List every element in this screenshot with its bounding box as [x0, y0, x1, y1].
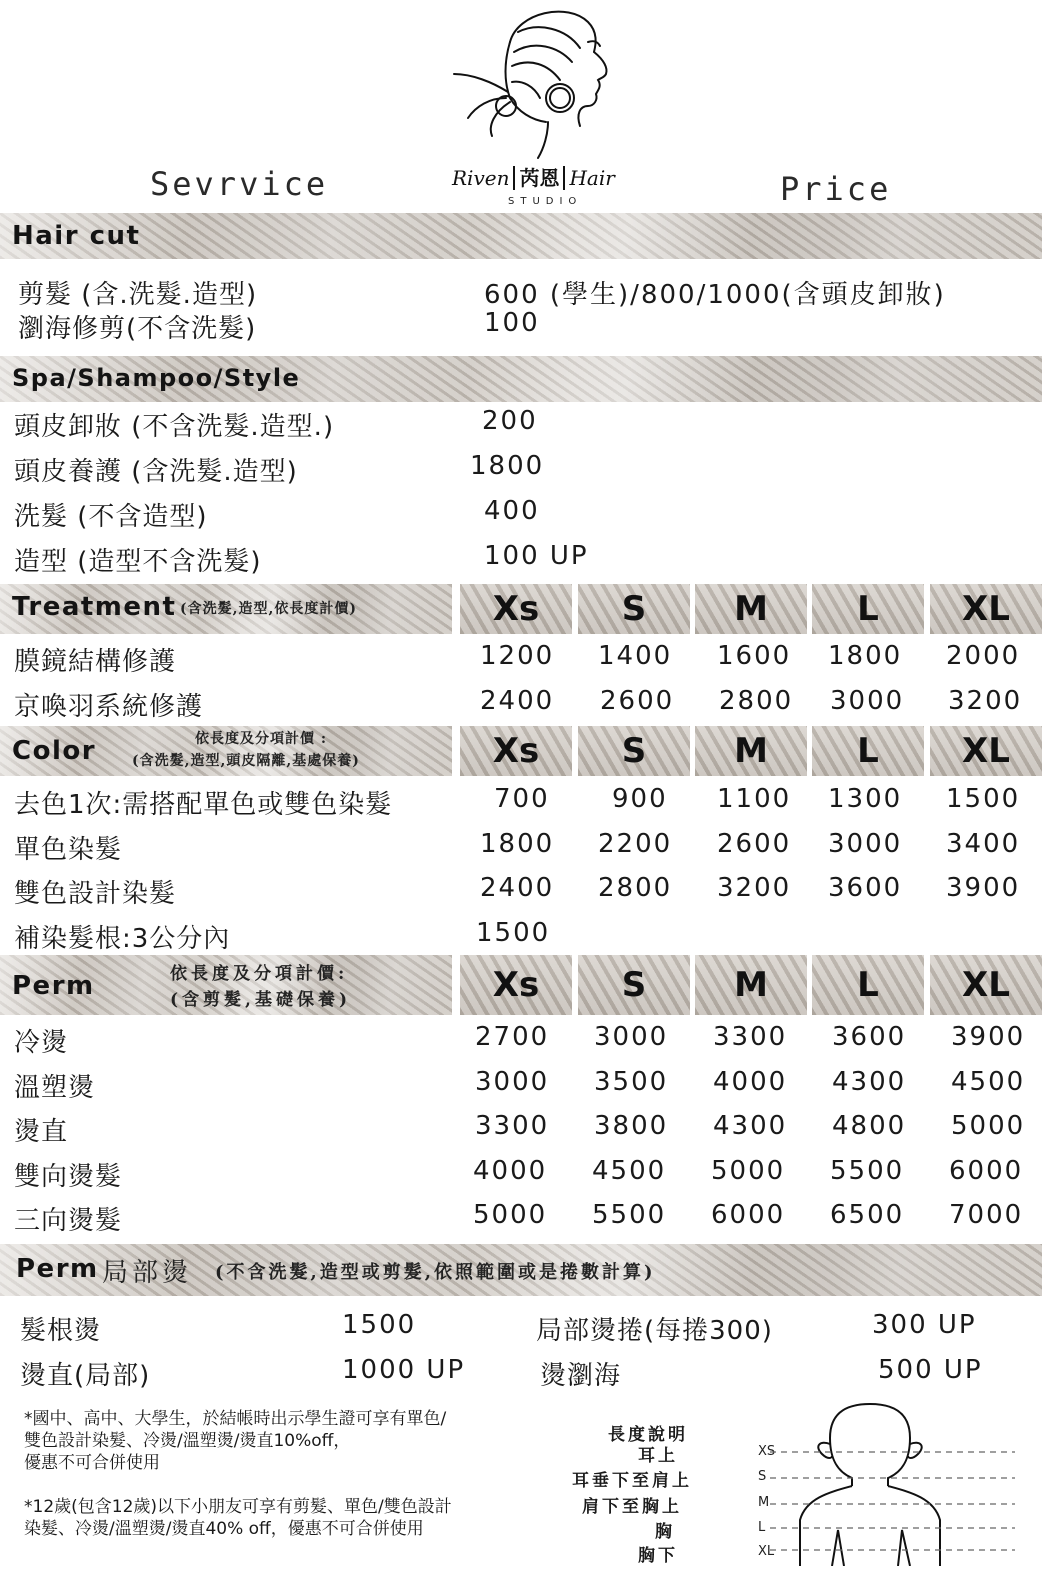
partial-row-price: 300 UP: [872, 1310, 977, 1340]
partial-row-price: 1000 UP: [342, 1355, 466, 1385]
price-xs: 1200: [480, 641, 555, 671]
price-l: 3600: [828, 873, 903, 903]
size-header-xs: Xs: [460, 955, 572, 1015]
size-header-m: M: [695, 955, 807, 1015]
price-s: 3800: [594, 1111, 669, 1141]
price-s: 3000: [594, 1022, 669, 1052]
price-xl: 3900: [946, 873, 1021, 903]
logo-subtitle: STUDIO: [508, 196, 583, 207]
color-row-label: 雙色設計染髮: [14, 879, 177, 909]
length-mark-xs: XS: [758, 1444, 776, 1459]
price-xl: 7000: [949, 1200, 1024, 1230]
price-xs: 3300: [475, 1111, 550, 1141]
color-root-label: 補染髮根:3公分內: [14, 924, 231, 954]
price-m: 6000: [711, 1200, 786, 1230]
length-guide-silhouette: [770, 1400, 1030, 1566]
spa-section-bar: [0, 356, 1042, 402]
price-m: 2800: [719, 686, 794, 716]
size-header-xl: XL: [930, 584, 1042, 634]
size-header-s: S: [578, 955, 690, 1015]
partial-perm-section-bar: [0, 1244, 1042, 1296]
spa-row-price: 400: [484, 496, 540, 526]
haircut-row-price: 100: [484, 308, 540, 338]
spa-row-price: 100 UP: [484, 541, 589, 571]
perm-row-label: 溫塑燙: [14, 1073, 96, 1103]
price-l: 3000: [830, 686, 905, 716]
price-s: 2200: [598, 829, 673, 859]
perm-row-label: 冷燙: [14, 1028, 69, 1058]
partial-row-label: 髮根燙: [20, 1316, 102, 1346]
price-xl: 4500: [951, 1067, 1026, 1097]
color-note-line1: 依長度及分項計價 :: [195, 731, 328, 747]
spa-row-price: 1800: [470, 451, 545, 481]
price-s: 4500: [592, 1156, 667, 1186]
haircut-section-bar: [0, 213, 1042, 259]
spa-row-label: 頭皮養護 (含洗髮.造型): [14, 457, 298, 487]
price-s: 5500: [592, 1200, 667, 1230]
length-level-chest: 胸: [655, 1522, 675, 1542]
price-m: 3200: [717, 873, 792, 903]
price-l: 5500: [830, 1156, 905, 1186]
size-header-xl: XL: [930, 726, 1042, 776]
treatment-title: Treatment: [12, 592, 177, 622]
price-m: 5000: [711, 1156, 786, 1186]
color-row-label: 去色1次:需搭配單色或雙色染髮: [14, 790, 393, 820]
price-xl: 1500: [946, 784, 1021, 814]
spa-row-price: 200: [482, 406, 538, 436]
logo-wordmark: Riven 芮恩 Hair: [452, 166, 615, 190]
color-title: Color: [12, 736, 97, 766]
size-header-xs: Xs: [460, 584, 572, 634]
price-xl: 5000: [951, 1111, 1026, 1141]
perm-row-label: 雙向燙髮: [14, 1162, 123, 1192]
length-level-ear-above: 耳上: [638, 1446, 678, 1466]
treatment-row-label: 京喚羽系統修護: [14, 692, 204, 722]
color-section-bar: [0, 726, 452, 776]
partial-row-price: 500 UP: [878, 1355, 983, 1385]
price-l: 3600: [832, 1022, 907, 1052]
length-level-below-chest: 胸下: [638, 1546, 678, 1566]
price-l: 3000: [828, 829, 903, 859]
treatment-note: (含洗髮,造型,依長度計價): [180, 601, 357, 617]
logo-woman-illustration: [448, 2, 628, 162]
size-header-l: L: [812, 955, 924, 1015]
haircut-row-label: 剪髮 (含.洗髮.造型): [18, 280, 258, 310]
price-xs: 700: [494, 784, 550, 814]
kids-discount-note: *12歲(包含12歲)以下小朋友可享有剪髮、單色/雙色設計 染髮、冷燙/溫塑燙/燙直40% off，優惠不可合併使用: [24, 1497, 452, 1539]
partial-perm-title: Perm: [16, 1254, 99, 1284]
length-guide-title: 長度說明: [608, 1425, 688, 1445]
size-header-xl: XL: [930, 955, 1042, 1015]
spa-title: Spa/Shampoo/Style: [12, 364, 301, 392]
haircut-row-price: 600 (學生)/800/1000(含頭皮卸妝): [484, 280, 946, 310]
spa-row-label: 洗髮 (不含造型): [14, 502, 208, 532]
price-l: 4300: [832, 1067, 907, 1097]
size-header-l: L: [812, 726, 924, 776]
price-m: 1600: [717, 641, 792, 671]
price-m: 4300: [713, 1111, 788, 1141]
perm-section-bar: [0, 955, 452, 1015]
price-m: 1100: [717, 784, 792, 814]
length-mark-s: S: [758, 1469, 767, 1484]
partial-row-price: 1500: [342, 1310, 417, 1340]
length-level-shoulder-to-chest: 肩下至胸上: [582, 1497, 682, 1517]
price-m: 3300: [713, 1022, 788, 1052]
size-header-xs: Xs: [460, 726, 572, 776]
price-m: 2600: [717, 829, 792, 859]
partial-row-label: 局部燙捲(每捲300): [536, 1316, 773, 1346]
size-header-m: M: [695, 726, 807, 776]
price-xl: 3900: [951, 1022, 1026, 1052]
treatment-section-bar: [0, 584, 452, 634]
perm-note-line1: 依長度及分項計價:: [170, 964, 349, 984]
price-s: 900: [612, 784, 668, 814]
partial-perm-title2: 局部燙: [102, 1258, 193, 1288]
color-note-line2: (含洗髮,造型,頭皮隔離,基處保養): [132, 753, 360, 769]
price-l: 4800: [832, 1111, 907, 1141]
spa-row-label: 頭皮卸妝 (不含洗髮.造型.): [14, 412, 335, 442]
size-header-m: M: [695, 584, 807, 634]
partial-perm-note: (不含洗髮,造型或剪髮,依照範圍或是捲數計算): [215, 1262, 656, 1283]
price-l: 1800: [828, 641, 903, 671]
size-header-s: S: [578, 584, 690, 634]
price-xl: 2000: [946, 641, 1021, 671]
price-m: 4000: [713, 1067, 788, 1097]
length-mark-xl: XL: [758, 1544, 775, 1559]
color-root-price: 1500: [476, 918, 551, 948]
spa-row-label: 造型 (造型不含洗髮): [14, 547, 262, 577]
color-row-label: 單色染髮: [14, 835, 123, 865]
price-xs: 2700: [475, 1022, 550, 1052]
price-xs: 3000: [475, 1067, 550, 1097]
treatment-row-label: 膜鏡結構修護: [14, 647, 177, 677]
partial-row-label: 燙直(局部): [20, 1361, 151, 1391]
price-s: 2800: [598, 873, 673, 903]
size-header-s: S: [578, 726, 690, 776]
perm-title: Perm: [12, 971, 95, 1001]
perm-row-label: 三向燙髮: [14, 1206, 123, 1236]
price-xs: 4000: [473, 1156, 548, 1186]
student-discount-note: *國中、高中、大學生，於結帳時出示學生證可享有單色/ 雙色設計染髮、冷燙/溫塑燙/燙直10%off， 優惠不可合併使用: [24, 1409, 447, 1473]
price-xs: 2400: [480, 686, 555, 716]
price-xs: 1800: [480, 829, 555, 859]
price-l: 1300: [828, 784, 903, 814]
price-xl: 6000: [949, 1156, 1024, 1186]
partial-row-label: 燙瀏海: [540, 1361, 622, 1391]
price-xs: 2400: [480, 873, 555, 903]
size-header-l: L: [812, 584, 924, 634]
price-s: 1400: [598, 641, 673, 671]
perm-note-line2: (含剪髮,基礎保養): [170, 990, 352, 1010]
price-heading: Price: [780, 170, 892, 208]
price-s: 3500: [594, 1067, 669, 1097]
length-mark-m: M: [758, 1495, 770, 1510]
price-xl: 3200: [948, 686, 1023, 716]
price-l: 6500: [830, 1200, 905, 1230]
haircut-title: Hair cut: [12, 221, 141, 251]
price-xs: 5000: [473, 1200, 548, 1230]
price-xl: 3400: [946, 829, 1021, 859]
perm-row-label: 燙直: [14, 1117, 69, 1147]
price-s: 2600: [600, 686, 675, 716]
length-mark-l: L: [758, 1520, 766, 1535]
length-level-earlobe-to-shoulder: 耳垂下至肩上: [572, 1471, 692, 1491]
service-heading: Sevrvice: [150, 165, 329, 203]
haircut-row-label: 瀏海修剪(不含洗髮): [18, 314, 257, 344]
